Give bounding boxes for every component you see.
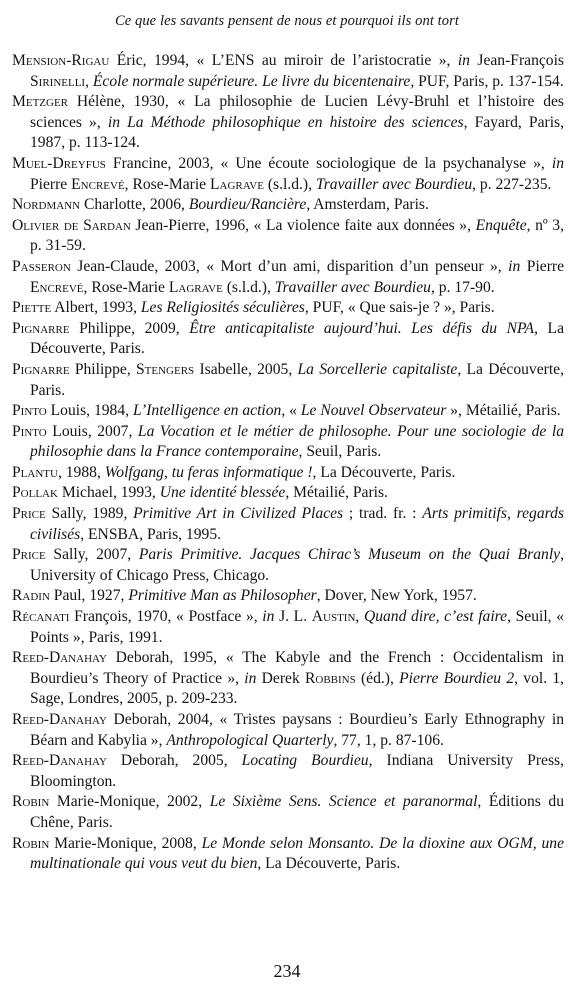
- italic-text: in: [551, 154, 564, 172]
- bibliography-entry: [12, 710, 564, 751]
- italic-text: in La Méthode philosophique en histoire des sciences: [107, 113, 464, 131]
- italic-text: La Vocation et le métier de philosophe. Pour une sociologie de la philosophie dans la France contemporaine: [30, 422, 565, 461]
- running-head: Ce que les savants pensent de nous et pourquoi ils ont tort: [114, 13, 460, 29]
- entry-text: , 1988,: [57, 463, 105, 481]
- author-name: Stengers: [136, 360, 195, 378]
- entry-text: , p. 17-90.: [430, 278, 495, 296]
- entry-text: Philippe,: [69, 360, 136, 378]
- italic-text: Bourdieu/Rancière: [188, 196, 307, 214]
- bibliography-entry: [12, 545, 564, 586]
- italic-text: Pierre Bourdieu 2: [399, 669, 515, 687]
- italic-text: Paris Primitive. Jacques Chirac’s Museum on the Quai Branly: [138, 546, 561, 564]
- italic-text: Wolfgang, tu feras informatique !: [104, 463, 313, 481]
- italic-text: Une identité blessée: [159, 484, 286, 502]
- bibliography-entry: [12, 51, 564, 92]
- entry-text: , Indiana University Press, Bloomington.: [30, 752, 564, 790]
- entry-text: (s.l.d.),: [263, 175, 316, 193]
- entry-text: , La Découverte, Paris.: [312, 463, 456, 481]
- entry-text: (s.l.d.),: [222, 278, 275, 296]
- italic-text: Le Monde selon Monsanto. De la dioxine aux OGM, une multinationale qui vous veut du bien: [30, 834, 564, 873]
- entry-text: (éd.),: [355, 669, 400, 687]
- author-name: Muel-Dreyfus: [12, 154, 106, 172]
- entry-text: , PUF, « Que sais-je ? », Paris.: [304, 299, 495, 317]
- author-name: Piette: [12, 299, 52, 317]
- entry-text: Jean-Pierre, 1996, « La violence faite aux données »,: [130, 216, 476, 234]
- bibliography-entry: [12, 483, 564, 504]
- author-name: Sirinelli: [30, 72, 86, 90]
- italic-text: Primitive Man as Philosopher: [128, 587, 317, 605]
- entry-text: Jean-Claude, 2003, « Mort d’un ami, disparition d’un penseur »,: [70, 257, 509, 275]
- bibliography-entry: [12, 751, 564, 792]
- entry-text: ; trad. fr. :: [343, 505, 423, 523]
- bibliography-entry: [12, 463, 564, 484]
- bibliography-entry: [12, 648, 564, 710]
- entry-text: Marie-Monique, 2008,: [49, 834, 202, 852]
- bibliography-entry: [12, 216, 564, 257]
- author-name: Plantu: [12, 463, 58, 481]
- entry-text: , La Découverte, Paris.: [30, 319, 565, 358]
- author-name: Mension-Rigau: [12, 52, 110, 69]
- bibliography-list: [12, 51, 564, 875]
- italic-text: Quand dire, c’est faire: [363, 608, 508, 626]
- entry-text: , Fayard, Paris, 1987, p. 113-124.: [30, 113, 564, 152]
- entry-text: Jean-François: [469, 52, 564, 69]
- entry-text: , La Découverte, Paris.: [257, 855, 401, 873]
- entry-text: Pierre: [30, 175, 72, 193]
- author-name: Pignarre: [12, 360, 70, 378]
- italic-text: in: [457, 52, 470, 69]
- italic-text: La Sorcellerie capitaliste: [297, 360, 458, 378]
- author-name: Lagrave: [168, 278, 223, 296]
- bibliography-entry: [12, 298, 564, 319]
- entry-text: , Rose-Marie: [124, 175, 210, 193]
- author-name: Price: [12, 546, 46, 564]
- author-name: Radin: [12, 587, 50, 605]
- entry-text: Sally, 2007,: [45, 546, 139, 564]
- entry-text: Éric, 1994, « L’ENS au miroir de l’aristocratie »,: [109, 52, 458, 69]
- entry-text: , Éditions du Chêne, Paris.: [30, 793, 564, 831]
- entry-text: , vol. 1, Sage, Londres, 2005, p. 209-233.: [30, 669, 565, 708]
- author-name: Robin: [12, 793, 50, 811]
- italic-text: Le Sixième Sens. Science et paranormal: [209, 793, 478, 811]
- italic-text: in: [244, 669, 257, 687]
- author-name: Reed-Danahay: [12, 711, 107, 728]
- author-name: Encrevé: [71, 175, 125, 193]
- entry-text: Marie-Monique, 2002,: [49, 793, 210, 811]
- entry-text: , Seuil, Paris.: [298, 443, 382, 461]
- entry-text: Deborah, 2005,: [106, 752, 242, 770]
- entry-text: , PUF, Paris, p. 137-154.: [410, 72, 564, 90]
- bibliography-entry: [12, 792, 564, 833]
- author-name: Price: [12, 505, 46, 523]
- italic-text: in: [262, 608, 275, 626]
- entry-text: Michael, 1993,: [57, 484, 160, 502]
- entry-text: ,: [355, 608, 364, 626]
- author-name: Récanati: [12, 608, 70, 626]
- bibliography-entry: [12, 360, 564, 401]
- author-name: Nordmann: [12, 196, 81, 214]
- author-name: Lagrave: [209, 175, 264, 193]
- author-name: Encrevé: [30, 278, 84, 296]
- bibliography-entry: [12, 422, 564, 463]
- entry-text: , Amsterdam, Paris.: [306, 196, 429, 214]
- author-name: Pollak: [12, 484, 58, 502]
- author-name: Robin: [12, 834, 50, 852]
- italic-text: Locating Bourdieu: [241, 752, 369, 770]
- entry-text: ,: [85, 72, 93, 90]
- entry-text: , Seuil, « Points », Paris, 1991.: [30, 608, 565, 646]
- entry-text: , «: [281, 402, 301, 420]
- entry-text: Louis, 2007,: [46, 422, 138, 440]
- italic-text: Être anticapitaliste aujourd’hui. Les défis du NPA: [189, 319, 535, 337]
- author-name: Reed-Danahay: [12, 752, 107, 770]
- italic-text: Travailler avec Bourdieu: [274, 278, 431, 296]
- italic-text: in: [508, 257, 521, 275]
- author-name: Metzger: [12, 93, 69, 111]
- author-name: Pignarre: [12, 319, 70, 337]
- entry-text: Philippe, 2009,: [69, 319, 190, 337]
- entry-text: Louis, 1984,: [46, 402, 133, 420]
- italic-text: Enquête: [475, 216, 527, 234]
- italic-text: Les Religiosités séculières: [140, 299, 305, 317]
- italic-text: Arts primitifs, regards civilisés: [30, 505, 564, 543]
- author-name: Olivier de Sardan: [12, 216, 131, 234]
- italic-text: Anthropological Quarterly: [166, 731, 334, 749]
- entry-text: , 77, 1, p. 87-106.: [333, 731, 444, 749]
- italic-text: Primitive Art in Civilized Places: [133, 505, 344, 523]
- entry-text: , nº 3, p. 31-59.: [30, 216, 564, 255]
- author-name: Austin: [311, 608, 356, 626]
- italic-text: L’Intelligence en action: [132, 402, 282, 420]
- entry-text: , Métailié, Paris.: [285, 484, 388, 502]
- author-name: Passeron: [12, 257, 71, 275]
- author-name: Pinto: [12, 402, 47, 420]
- entry-text: François, 1970, « Postface »,: [69, 608, 263, 626]
- italic-text: Le Nouvel Observateur: [300, 402, 447, 420]
- bibliography-entry: [12, 257, 564, 298]
- bibliography-entry: [12, 319, 564, 360]
- bibliography-entry: [12, 154, 564, 195]
- entry-text: J. L.: [274, 608, 312, 626]
- entry-text: Sally, 1989,: [45, 505, 134, 523]
- entry-text: , p. 227-235.: [472, 175, 552, 193]
- author-name: Robbins: [305, 669, 356, 687]
- italic-text: Travailler avec Bourdieu: [315, 175, 473, 193]
- entry-text: , Rose-Marie: [83, 278, 169, 296]
- entry-text: Pierre: [520, 257, 564, 275]
- bibliography-entry: [12, 92, 564, 154]
- bibliography-entry: [12, 195, 564, 216]
- bibliography-entry: [12, 401, 564, 422]
- entry-text: Paul, 1927,: [49, 587, 129, 605]
- entry-text: Derek: [256, 669, 305, 687]
- entry-text: Albert, 1993,: [51, 299, 141, 317]
- bibliography-entry: [12, 607, 564, 648]
- entry-text: Francine, 2003, « Une écoute sociologique de la psychanalyse »,: [105, 154, 552, 172]
- entry-text: Hélène, 1930, « La philosophie de Lucien Lévy-Bruhl et l’histoire des sciences »,: [30, 93, 564, 131]
- entry-text: , La Découverte, Paris.: [30, 360, 564, 399]
- entry-text: Deborah, 1995, « The Kabyle and the French : Occidentalism in Bourdieu’s Theory of Practice »,: [30, 649, 564, 687]
- entry-text: Deborah, 2004, « Tristes paysans : Bourdieu’s Early Ethnography in Béarn and Kabylia »,: [30, 711, 564, 749]
- entry-text: », Métailié, Paris.: [446, 402, 561, 420]
- entry-text: Charlotte, 2006,: [80, 196, 189, 214]
- bibliography-entry: [12, 586, 564, 607]
- author-name: Reed-Danahay: [12, 649, 107, 667]
- italic-text: École normale supérieure. Le livre du bicentenaire: [92, 72, 411, 90]
- entry-text: , ENSBA, Paris, 1995.: [80, 525, 222, 543]
- author-name: Pinto: [12, 422, 47, 440]
- bibliography-entry: [12, 504, 564, 545]
- entry-text: , University of Chicago Press, Chicago.: [30, 546, 564, 584]
- bibliography-entry: [12, 834, 564, 875]
- page-number: 234: [273, 961, 301, 981]
- entry-text: Isabelle, 2005,: [194, 360, 298, 378]
- entry-text: , Dover, New York, 1957.: [316, 587, 477, 605]
